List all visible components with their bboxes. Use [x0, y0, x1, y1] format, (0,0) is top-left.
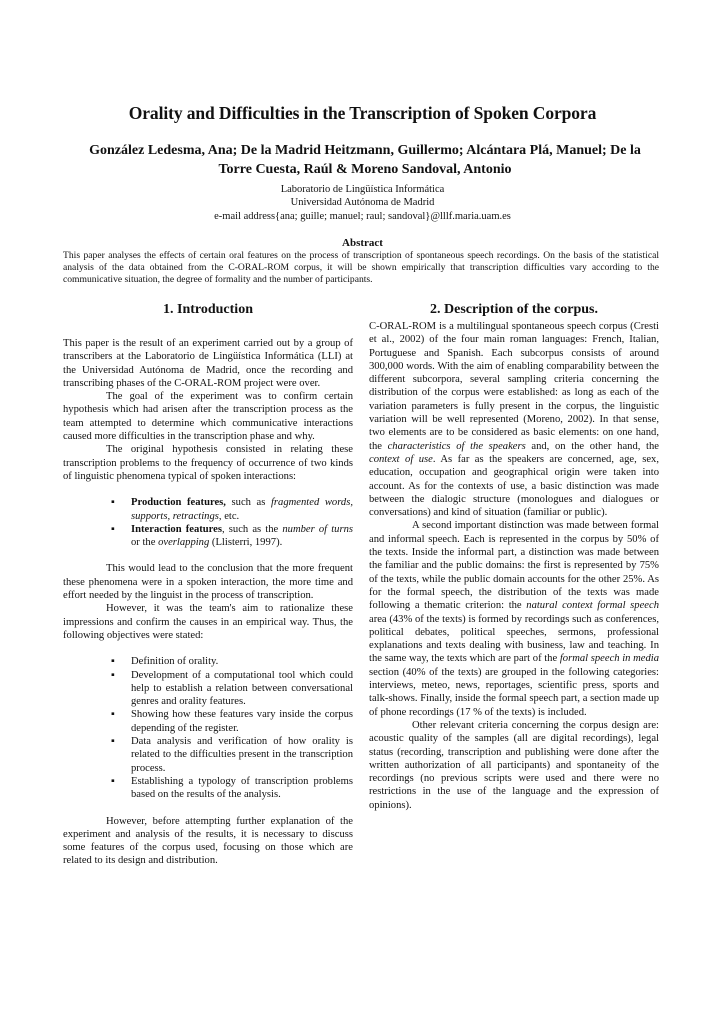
authors-line-2: Torre Cuesta, Raúl & Moreno Sandoval, Antonio: [218, 162, 512, 177]
paper-title: Orality and Difficulties in the Transcription of Spoken Corpora: [128, 103, 597, 123]
bullet-icon: ▪: [111, 497, 115, 509]
feature-label: Production features,: [131, 497, 226, 509]
feature-text: or the: [131, 537, 159, 549]
column-right: [369, 300, 659, 812]
objective-text: Showing how these features vary inside the corpus depending of the register.: [131, 709, 353, 734]
feature-item-interaction: [111, 523, 353, 550]
corpus-paragraph-1: [369, 320, 659, 519]
features-list: [63, 496, 353, 549]
feature-examples: number of turns: [282, 523, 353, 535]
feature-text: such as: [225, 497, 271, 509]
affiliation-lab: Laboratorio de Lingüística Informática: [280, 184, 445, 195]
affiliation: [0, 183, 725, 223]
authors: [60, 141, 670, 179]
intro-paragraph-6: However, before attempting further explanation of the experiment and analysis of the results, it is necessary to discuss some features of the corpus used, focusing on those which are related to its design and distribution.: [63, 815, 353, 867]
abstract-text: This paper analyses the effects of certain oral features on the process of transcription of spontaneous speech recordings. On the basis of the statistical analysis of the data obtained from the C-ORAL-ROM corpus, it will be shown empirically that transcription difficulties vary according to the communicative situation, the degree of formality and the number of participants.: [63, 250, 659, 285]
objective-item: [111, 708, 353, 735]
objective-text: Development of a computational tool which could help to establish a relation between conversational genres and orality features.: [131, 669, 353, 708]
objective-item: [111, 669, 353, 709]
corpus-term: formal speech in media: [559, 653, 660, 665]
column-left: [63, 300, 353, 868]
section-1-heading: 1. Introduction: [163, 302, 253, 317]
corpus-term: natural context formal speech: [526, 600, 659, 612]
corpus-text: and, on the other hand, the: [525, 440, 659, 452]
feature-item-production: [111, 496, 353, 523]
affiliation-university: Universidad Autónoma de Madrid: [290, 197, 435, 209]
bullet-icon: ▪: [111, 775, 115, 787]
objective-text: Establishing a typology of transcription problems based on the results of the analysis.: [131, 775, 353, 801]
objective-item: [111, 735, 353, 775]
corpus-paragraph-2: [369, 519, 659, 718]
intro-paragraph-4: This would lead to the conclusion that the more frequent these phenomena were in a spoken interaction, the more time and effort needed by the linguist in the process of transcription.: [63, 563, 353, 602]
feature-examples: fragmented words, supports, retractings: [131, 497, 353, 522]
authors-line-1: González Ledesma, Ana; De la Madrid Heitzmann, Guillermo; Alcántara Plá, Manuel; De la: [89, 143, 641, 158]
bullet-icon: ▪: [111, 736, 115, 748]
feature-text: , etc.: [218, 510, 240, 522]
objectives-list: [63, 655, 353, 801]
corpus-term: characteristics of the speakers: [387, 440, 526, 452]
bullet-icon: ▪: [111, 523, 115, 535]
feature-label: Interaction features: [131, 523, 223, 535]
corpus-text: section (40% of the texts) are grouped in the following categories: interviews, meteo, news, reportages, scientific press, sports and talk-shows. Finally, inside the formal speech part, a section made up of phone recordings (17 % of the texts) is included.: [369, 666, 659, 718]
objective-item: [111, 775, 353, 802]
corpus-text: . As far as the speakers are concerned, age, sex, education, occupation and geographical origin were taken into account. As for the contexts of use, a basic distinction was made between the dialogic structure (monologues and dialogues or conversations) and kind of situation (familiar or public).: [369, 453, 659, 519]
corpus-text: C-ORAL-ROM is a multilingual spontaneous speech corpus (Cresti et al., 2002) of the four main roman languages: French, Italian, Portuguese and Spanish. Each subcorpus consists of around 300,000 words. With the aim of enabling comparability between the different subcorpora, several sampling criteria concerning the distribution of the corpus were established: as long as each of the variation parameters is fully present in the corpus, the linguistic variation will be well represented (Moreno, 2002). In that sense, two elements are to be considered as basic elements: on one hand, the: [369, 321, 659, 452]
bullet-icon: ▪: [111, 669, 115, 681]
intro-paragraph-5: However, it was the team's aim to rationalize these impressions and confirm the causes in an empirical way. Thus, the following objectives were stated:: [63, 603, 353, 641]
corpus-term: context of use: [369, 453, 433, 465]
corpus-text: area (43% of the texts) is formed by recordings such as conferences, political debates, political speeches, sermons, professional explanations and texts dealing with business, law and teaching. In the same way, the texts which are part of the: [369, 613, 659, 665]
intro-paragraph-2: The goal of the experiment was to confirm certain hypothesis which had arisen after the transcription process as the team attempted to determine which communicative interactions caused more difficulties in the transcription phase and why.: [63, 391, 353, 443]
feature-examples: overlapping: [158, 537, 210, 549]
bullet-icon: ▪: [111, 709, 115, 721]
objective-text: Definition of orality.: [131, 656, 219, 668]
objective-text: Data analysis and verification of how orality is related to the difficulties present in the transcription process.: [131, 736, 353, 774]
section-2-heading: 2. Description of the corpus.: [430, 302, 598, 317]
bullet-icon: ▪: [111, 656, 115, 668]
affiliation-email: e-mail address{ana; guille; manuel; raul; sandoval}@lllf.maria.uam.es: [214, 210, 511, 222]
feature-citation: (Llisterri, 1997).: [209, 537, 283, 549]
intro-paragraph-1: This paper is the result of an experiment carried out by a group of transcribers at the Laboratorio de Lingüística Informática (LLI) at the Universidad Autónoma de Madrid, once the recording and transcribing phases of the C-ORAL-ROM project were over.: [63, 338, 353, 389]
corpus-paragraph-3: Other relevant criteria concerning the corpus design are: acoustic quality of the samples (all are digital recordings), legal status (recording, transcription and publishing were done after the written authorization of all participants) and spontaneity of the recordings (no previous scripts were used and there were no restrictions in the use of the language and the expression of opinions).: [369, 719, 659, 811]
feature-text: , such as the: [222, 523, 283, 535]
abstract-heading: Abstract: [342, 237, 383, 249]
corpus-text: A second important distinction was made between formal and informal speech. Each is represented in the corpus by 50% of the texts. Inside the informal part, a distinction was made between the familiar and the public domains: the first is represented by 75% of the texts, while the public domain accounts for the other 25%. As for the formal speech, the distribution of the texts was made following a thematic criterion: the: [369, 520, 659, 612]
objective-item: [111, 655, 353, 668]
intro-paragraph-3: The original hypothesis consisted in relating these transcription problems to the frequency of occurrence of two kinds of linguistic phenomena typical of spoken interactions:: [63, 444, 353, 482]
